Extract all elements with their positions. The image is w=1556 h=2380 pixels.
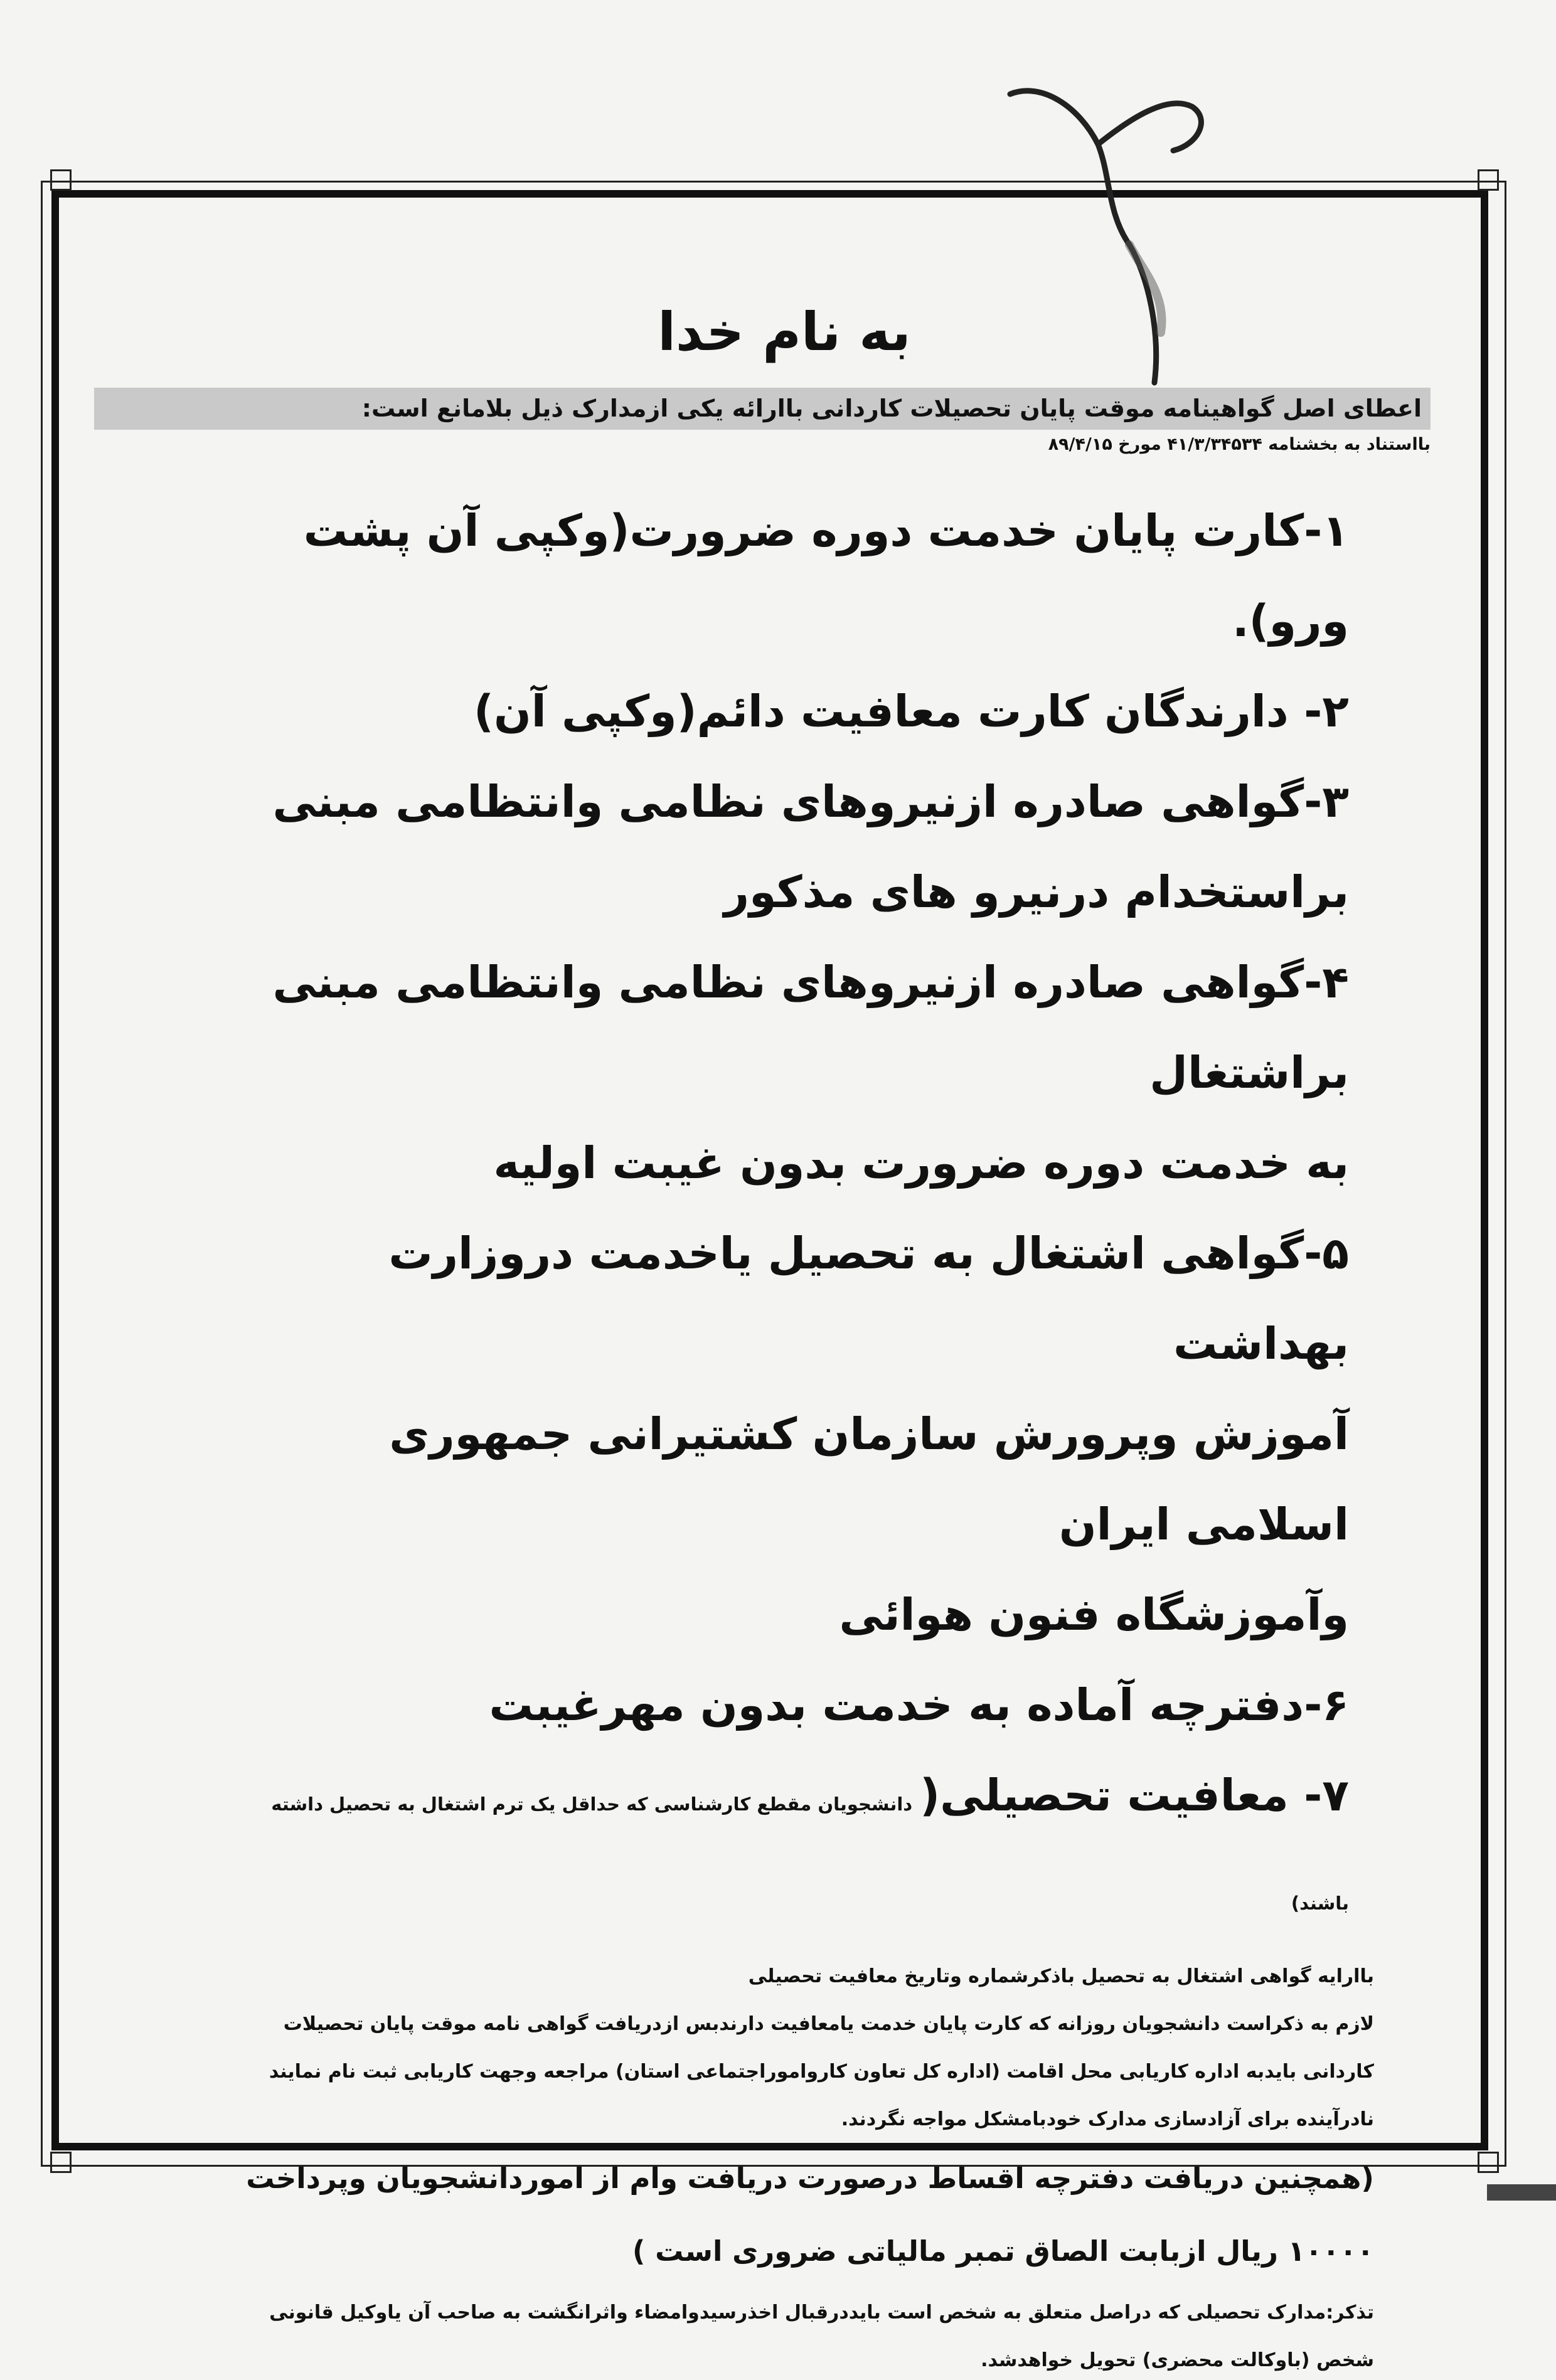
page-title: به نام خدا: [658, 301, 911, 363]
list-item-7: [220, 1750, 1349, 1948]
list-item: ۲- دارندگان کارت معافیت دائم(وکپی آن): [473, 686, 1349, 738]
list-item: به خدمت دوره ضرورت بدون غیبت اولیه: [493, 1137, 1349, 1189]
installments-line: (همچنین دریافت دفترچه اقساط درصورت دریافت وام از اموردانشجویان وپرداخت: [246, 2162, 1374, 2196]
note-line: کاردانی بایدبه اداره کاریابی محل اقامت (اداره کل تعاون کارواموراجتماعی استان) مراجعه وجهت کاریابی ثبت نام نمایند: [269, 2061, 1374, 2083]
list-item: وآموزشگاه فنون هوائی: [839, 1589, 1349, 1641]
corner-mark: [1478, 169, 1499, 191]
list-item: آموزش وپرورش سازمان کشتیرانی جمهوری اسلامی ایران: [389, 1408, 1349, 1551]
list-item: ۵-گواهی اشتغال به تحصیل یاخدمت دروزارت بهداشت: [388, 1228, 1349, 1370]
intro-banner: اعطای اصل گواهینامه موقت پایان تحصیلات کاردانی باارائه یکی ازمدارک ذیل بلامانع است:: [94, 388, 1431, 430]
list-item: ۱-کارت پایان خدمت دوره ضرورت(وکپی آن پشت ورو).: [303, 505, 1349, 647]
reference-line: بااستناد به بخشنامه ۴۱/۳/۳۴۵۳۴ مورخ ۸۹/۴/۱۵: [1048, 435, 1431, 455]
reminder-line: شخص (باوکالت محضری) تحویل خواهدشد.: [981, 2349, 1374, 2372]
list-item: ۳-گواهی صادره ازنیروهای نظامی وانتظامی مبنی: [272, 776, 1349, 828]
list-item: ۶-دفترچه آماده به خدمت بدون مهرغیبت: [489, 1679, 1349, 1731]
list-item: ۴-گواهی صادره ازنیروهای نظامی وانتظامی مبنی براشتغال: [272, 957, 1349, 1099]
footer-strip: [1487, 2184, 1556, 2201]
item7-main: ۷- معافیت تحصیلی(: [920, 1770, 1349, 1822]
reminder-line: تذکر:مدارک تحصیلی که دراصل متعلق به شخص است بایددرقبال اخذرسیدوامضاء واثرانگشت به صاحب آن یاوکیل قانونی: [269, 2302, 1374, 2324]
note-line: نادرآینده برای آزادسازی مدارک خودبامشکل مواجه نگردند.: [841, 2108, 1374, 2131]
corner-mark: [50, 2152, 72, 2173]
list-item: براستخدام درنیرو های مذکور: [723, 866, 1349, 918]
corner-mark: [50, 169, 72, 191]
note-line: باارایه گواهی اشتغال به تحصیل باذکرشماره وتاریخ معافیت تحصیلی: [748, 1965, 1374, 1988]
note-line: لازم به ذکراست دانشجویان روزانه که کارت پایان خدمت یامعافیت دارندبس ازدریافت گواهی نامه موقت پایان تحصیلات: [283, 2013, 1374, 2036]
corner-mark: [1478, 2152, 1499, 2173]
installments-line: ۱۰۰۰۰ ریال ازبابت الصاق تمبر مالیاتی ضروری است ): [632, 2234, 1374, 2268]
document-body: [220, 301, 1431, 2380]
item7-note: دانشجویان مقطع کارشناسی که حداقل یک ترم اشتغال به تحصیل داشته باشند): [271, 1793, 1349, 1915]
